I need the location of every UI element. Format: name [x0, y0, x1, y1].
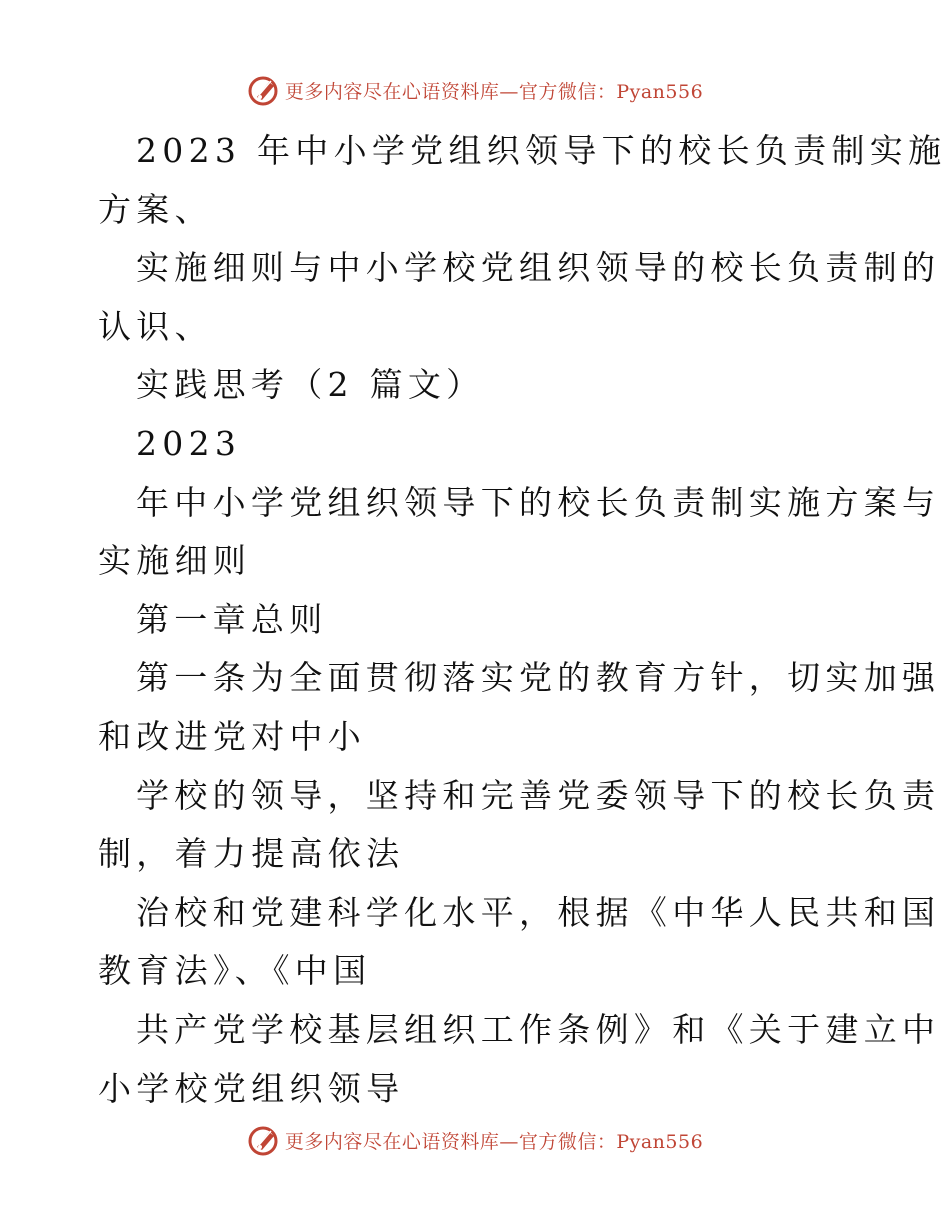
text-line: 方案、 [98, 189, 213, 229]
document-body [98, 122, 947, 1118]
text-line: 小学校党组织领导 [98, 1068, 405, 1108]
header-watermark-text: 更多内容尽在心语资料库—官方微信：Pyan556 [284, 80, 704, 103]
footer-watermark-banner [0, 1120, 950, 1160]
pen-nib-circle-icon [247, 1123, 281, 1157]
text-line: 教育法》、《中国 [98, 951, 372, 991]
text-line: 第一条为全面贯彻落实党的教育方针，切实加强 [136, 658, 941, 698]
footer-watermark-text: 更多内容尽在心语资料库—官方微信：Pyan556 [284, 1130, 704, 1153]
text-line: 和改进党对中小 [98, 716, 367, 756]
text-line: 共产党学校基层组织工作条例》和《关于建立中 [136, 1009, 941, 1049]
text-line: 2023 [136, 423, 242, 463]
text-line: 2023 年中小学党组织领导下的校长负责制实施 [136, 131, 947, 170]
text-line: 实施细则 [98, 541, 252, 581]
pen-nib-circle-icon [247, 73, 281, 107]
text-line: 制，着力提高依法 [98, 834, 405, 874]
text-line: 实施细则与中小学校党组织领导的校长负责制的 [136, 248, 941, 288]
text-line: 学校的领导，坚持和完善党委领导下的校长负责 [136, 775, 941, 815]
text-line: 年中小学党组织领导下的校长负责制实施方案与 [136, 482, 941, 522]
text-line: 治校和党建科学化水平，根据《中华人民共和国 [136, 892, 941, 932]
text-line: 实践思考（2 篇文） [136, 365, 485, 405]
text-line: 认识、 [98, 306, 213, 346]
text-line: 第一章总则 [136, 599, 328, 639]
header-watermark-banner [0, 70, 950, 110]
